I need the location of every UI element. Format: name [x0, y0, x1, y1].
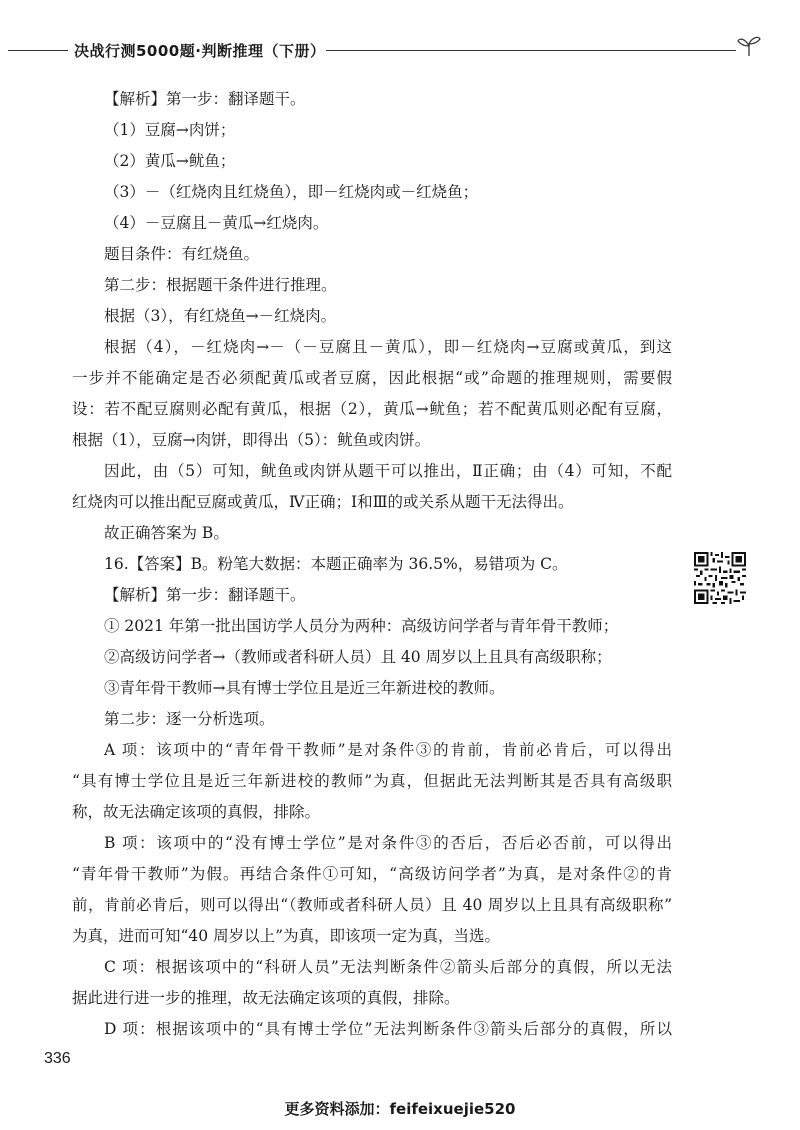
text-line: 因此，由（5）可知，鱿鱼或肉饼从题干可以推出，Ⅱ正确；由（4）可知，不配	[104, 462, 672, 480]
text-line: （3）－（红烧肉且红烧鱼），即－红烧肉或－红烧鱼；	[104, 183, 479, 201]
header-rule-left	[8, 50, 68, 51]
header-rule-right	[326, 50, 736, 51]
text-line: “青年骨干教师”为假。再结合条件①可知，“高级访问学者”为真，是对条件②的肯	[72, 865, 672, 883]
text-line: （2）黄瓜→鱿鱼；	[104, 152, 236, 170]
text-line: 称，故无法确定该项的真假，排除。	[72, 803, 321, 821]
option-d-line: D 项：根据该项中的“具有博士学位”无法判断条件③箭头后部分的真假，所以	[104, 1020, 672, 1038]
text-line: 第二步：逐一分析选项。	[104, 710, 275, 728]
analysis-heading: 【解析】第一步：翻译题干。	[104, 586, 306, 604]
text-line: 故正确答案为 B。	[104, 524, 229, 542]
text-line: 根据（1），豆腐→肉饼，即得出（5）：鱿鱼或肉饼。	[72, 431, 431, 449]
answer-line: 16.【答案】B。粉笔大数据：本题正确率为 36.5%，易错项为 C。	[104, 555, 568, 573]
text-line: 设：若不配豆腐则必配有黄瓜，根据（2），黄瓜→鱿鱼；若不配黄瓜则必配有豆腐，	[72, 400, 672, 418]
text-line: 红烧肉可以推出配豆腐或黄瓜，Ⅳ正确；Ⅰ和Ⅲ的或关系从题干无法得出。	[72, 493, 574, 511]
analysis-heading: 【解析】第一步：翻译题干。	[104, 90, 306, 108]
text-line: ① 2021 年第一批出国访学人员分为两种：高级访问学者与青年骨干教师；	[104, 617, 619, 635]
text-line: （4）－豆腐且－黄瓜→红烧肉。	[104, 214, 329, 232]
text-line: ②高级访问学者→（教师或者科研人员）且 40 周岁以上且具有高级职称；	[104, 648, 612, 666]
footer-contact: 更多资料添加：feifeixuejie520	[284, 1100, 516, 1118]
text-line: 前，肯前必肯后，则可以得出“（教师或者科研人员）且 40 周岁以上且具有高级职称”	[72, 896, 672, 914]
qr-code[interactable]	[694, 552, 746, 604]
text-line: 根据（4），－红烧肉→－（－豆腐且－黄瓜），即－红烧肉→豆腐或黄瓜，到这	[104, 338, 672, 356]
text-line: 为真，进而可知“40 周岁以上”为真，即该项一定为真，当选。	[72, 927, 501, 945]
text-line: 第二步：根据题干条件进行推理。	[104, 276, 337, 294]
option-b-line: B 项：该项中的“没有博士学位”是对条件③的否后，否后必否前，可以得出	[104, 834, 672, 852]
sprout-icon	[736, 34, 762, 58]
text-line: “具有博士学位且是近三年新进校的教师”为真，但据此无法判断其是否具有高级职	[72, 772, 672, 790]
running-header	[0, 34, 800, 60]
text-line: 题目条件：有红烧鱼。	[104, 245, 260, 263]
book-title: 决战行测5000题·判断推理（下册）	[74, 42, 326, 60]
text-line: 根据（3），有红烧鱼→－红烧肉。	[104, 307, 337, 325]
text-line: 一步并不能确定是否必须配黄瓜或者豆腐，因此根据“或”命题的推理规则，需要假	[72, 369, 672, 387]
option-c-line: C 项：根据该项中的“科研人员”无法判断条件②箭头后部分的真假，所以无法	[104, 958, 672, 976]
text-line: （1）豆腐→肉饼；	[104, 121, 236, 139]
page-number: 336	[44, 1050, 71, 1067]
option-a-line: A 项：该项中的“青年骨干教师”是对条件③的肯前，肯前必肯后，可以得出	[104, 741, 672, 759]
text-line: 据此进行进一步的推理，故无法确定该项的真假，排除。	[72, 989, 460, 1007]
text-line: ③青年骨干教师→具有博士学位且是近三年新进校的教师。	[104, 679, 505, 697]
page-body	[72, 84, 672, 1045]
